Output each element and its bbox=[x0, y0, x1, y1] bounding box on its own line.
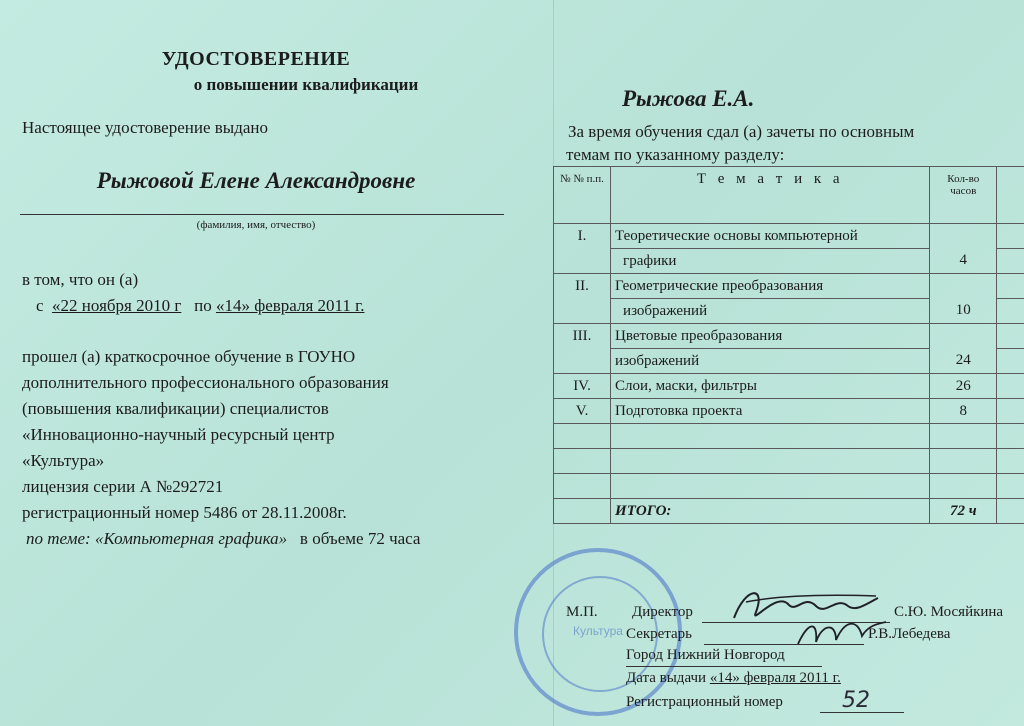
table-row: II. Геометрические преобразования bbox=[554, 274, 1024, 299]
date-from: «22 ноября 2010 г bbox=[52, 296, 182, 315]
table-row bbox=[554, 474, 1024, 499]
body-line-2: дополнительного профессионального образования bbox=[22, 373, 389, 392]
body-line-4: «Инновационно-научный ресурсный центр bbox=[22, 425, 335, 444]
table-row: V. Подготовка проекта 8 bbox=[554, 399, 1024, 424]
body-line-5: «Культура» bbox=[22, 451, 105, 470]
table-row: изображений 24 bbox=[554, 349, 1024, 374]
col-hours-header: Кол-во часов bbox=[930, 167, 997, 224]
table-row: I. Теоретические основы компьютерной bbox=[554, 224, 1024, 249]
date-to: «14» февраля 2011 г. bbox=[215, 296, 365, 315]
issue-date: «14» февраля 2011 г. bbox=[709, 670, 841, 686]
total-label: ИТОГО: bbox=[611, 499, 930, 524]
certificate-subtitle: о повышении квалификации bbox=[193, 75, 419, 94]
table-row: III. Цветовые преобразования bbox=[554, 324, 1024, 349]
col-topic-header: Т е м а т и к а bbox=[611, 167, 930, 224]
intro-line-1: За время обучения сдал (а) зачеты по основным bbox=[568, 122, 915, 141]
topic-line bbox=[26, 529, 420, 549]
volume-text: в объеме 72 часа bbox=[299, 529, 421, 548]
table-row bbox=[554, 424, 1024, 449]
topic-text: по теме: «Компьютерная графика» bbox=[26, 529, 288, 548]
body-line-3: (повышения квалификации) специалистов bbox=[22, 399, 329, 418]
subjects-table bbox=[553, 166, 1024, 524]
from-word: с bbox=[36, 296, 44, 315]
reg-number: 52 bbox=[842, 688, 870, 713]
short-name: Рыжова Е.А. bbox=[622, 86, 755, 111]
mp-label: М.П. bbox=[566, 604, 598, 620]
stamp-label: Культура bbox=[573, 624, 623, 638]
fio-hint: (фамилия, имя, отчество) bbox=[196, 219, 316, 231]
intro-line-2: темам по указанному разделу: bbox=[566, 145, 785, 164]
total-row bbox=[554, 499, 1024, 524]
secretary-signature bbox=[792, 612, 892, 652]
secretary-name: Р.В.Лебедева bbox=[868, 626, 951, 642]
issue-date-line bbox=[626, 670, 841, 687]
that-text: в том, что он (а) bbox=[22, 270, 139, 289]
to-word: по bbox=[194, 296, 212, 315]
director-label: Директор bbox=[632, 604, 693, 620]
name-underline bbox=[20, 214, 504, 215]
table-row: IV. Слои, маски, фильтры 26 bbox=[554, 374, 1024, 399]
table-header-row bbox=[554, 167, 1024, 224]
issued-text: Настоящее удостоверение выдано bbox=[22, 118, 269, 137]
table-row bbox=[554, 449, 1024, 474]
table-row: графики 4 bbox=[554, 249, 1024, 274]
body-line-6: лицензия серии А №292721 bbox=[22, 477, 224, 496]
body-line-7: регистрационный номер 5486 от 28.11.2008г. bbox=[22, 503, 347, 522]
secretary-label: Секретарь bbox=[626, 626, 693, 642]
issue-label: Дата выдачи bbox=[626, 670, 707, 686]
recipient-name: Рыжовой Елене Александровне bbox=[96, 168, 416, 193]
city: Город Нижний Новгород bbox=[626, 647, 785, 663]
body-line-1: прошел (а) краткосрочное обучение в ГОУНО bbox=[22, 347, 356, 366]
director-name: С.Ю. Мосяйкина bbox=[894, 604, 1004, 620]
table-row: изображений 10 bbox=[554, 299, 1024, 324]
reg-label: Регистрационный номер bbox=[626, 694, 783, 710]
period-line bbox=[36, 296, 364, 316]
certificate-title: УДОСТОВЕРЕНИЕ bbox=[161, 48, 351, 70]
total-value: 72 ч bbox=[930, 499, 997, 524]
col-num-header: № № п.п. bbox=[554, 167, 611, 224]
